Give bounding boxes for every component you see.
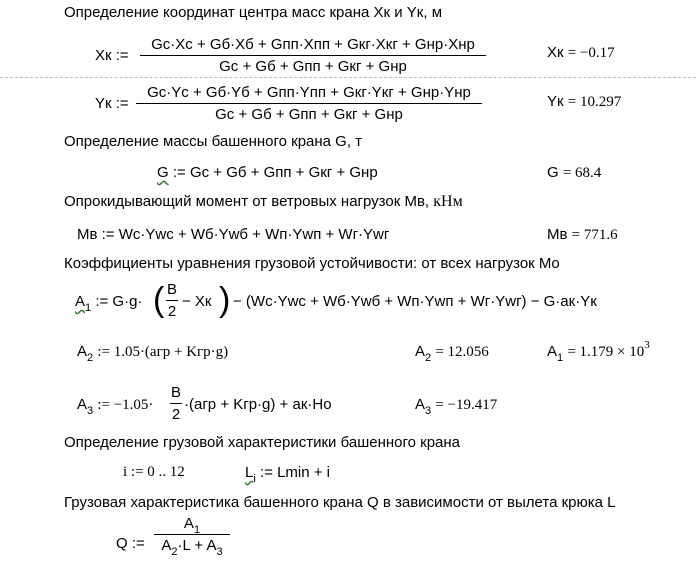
a1-fraction-num: B	[166, 281, 177, 298]
heading-centre-of-mass: Определение координат центра масс крана Xк и Yк, м	[64, 4, 443, 21]
a1-result-exp: 3	[644, 339, 650, 351]
a1-lhs-sub: 1	[85, 302, 92, 314]
xk-result-label: Xк	[547, 44, 564, 61]
a1-fraction-den: 2	[167, 303, 177, 320]
g-result-label: G	[547, 164, 559, 181]
g-lhs: G	[157, 164, 169, 181]
g-assign: :=	[172, 164, 186, 181]
a3-result-value: = −19.417	[435, 397, 498, 413]
a3-result-sub: 3	[425, 405, 432, 417]
a3-lhs	[77, 396, 154, 417]
a2-rhs: := 1.05·(aгр + Kгр·g)	[97, 344, 229, 360]
q-den-b-sub: 3	[216, 546, 223, 558]
a2-result-sub: 2	[425, 352, 432, 364]
a3-lhs-sub: 3	[87, 405, 94, 417]
mv-formula	[77, 226, 389, 243]
heading-overturning-moment	[64, 193, 463, 211]
q-den-mid: ·L + A	[177, 537, 217, 554]
i-range-definition: i := 0 .. 12	[123, 464, 185, 480]
a1-result	[547, 339, 650, 364]
a2-formula	[77, 343, 229, 364]
heading-overturning-moment-unit: кНм	[433, 193, 463, 210]
xk-lhs: Xк :=	[95, 47, 129, 64]
a2-lhs-base: A	[77, 343, 88, 360]
page-break-line	[0, 77, 696, 78]
a1-lhs-base: A	[75, 293, 86, 310]
a3-tail: ·(aгр + Kгр·g) + aк·Ho	[184, 396, 332, 413]
xk-fraction	[140, 36, 486, 75]
heading-load-curve: Грузовая характеристика башенного крана Q в зависимости от вылета крюка L	[64, 494, 616, 511]
heading-stability-coefficients: Коэффициенты уравнения грузовой устойчивости: от всех нагрузок Mo	[64, 255, 560, 272]
mv-lhs: Mв :=	[77, 226, 115, 243]
a2-result-value: = 12.056	[435, 344, 489, 360]
heading-overturning-moment-text: Опрокидывающий момент от ветровых нагрузок Mв,	[64, 193, 430, 210]
a3-pre: := −1.05·	[97, 397, 154, 413]
a1-tail: − (Wc·Ywc + Wб·Ywб + Wп·Ywп + Wг·Ywг) − G·aк·Yк	[233, 293, 597, 310]
a2-result-base: A	[415, 343, 426, 360]
a3-fraction-num: B	[170, 384, 181, 401]
a3-result-base: A	[415, 396, 426, 413]
q-fraction	[154, 515, 230, 558]
l-lhs-sub: i	[253, 473, 256, 485]
yk-fraction	[136, 84, 482, 123]
xk-denominator: Gc + Gб + Gпп + Gкг + Gнр	[219, 58, 407, 75]
yk-result-label: Yк	[547, 93, 564, 110]
a3-fraction-den: 2	[171, 406, 181, 423]
l-lhs-base: L	[245, 464, 254, 481]
yk-denominator: Gc + Gб + Gпп + Gкг + Gнр	[215, 106, 403, 123]
heading-load-characteristic: Определение грузовой характеристики башенного крана	[64, 434, 461, 451]
g-result-value: = 68.4	[562, 165, 602, 181]
a1-lhs	[75, 293, 143, 314]
yk-numerator: Gc·Yc + Gб·Yб + Gпп·Yпп + Gкг·Yкг + Gнр·Yнр	[147, 84, 471, 101]
a2-result	[415, 343, 489, 364]
a3-result	[415, 396, 498, 417]
a1-pre: G·g·	[112, 293, 143, 310]
a3-fraction	[170, 384, 182, 423]
q-den-a: A	[161, 537, 172, 554]
yk-result-value: = 10.297	[567, 94, 622, 110]
a1-close-paren: )	[219, 281, 231, 319]
q-lhs: Q :=	[116, 535, 145, 552]
mv-result-value: = 771.6	[571, 227, 618, 243]
yk-result	[547, 93, 621, 111]
yk-lhs: Yк :=	[95, 95, 129, 112]
xk-result-value: = −0.17	[567, 45, 615, 61]
a1-fraction	[166, 281, 178, 320]
a3-lhs-base: A	[77, 396, 88, 413]
q-den-a-sub: 2	[171, 546, 178, 558]
g-rhs: Gc + Gб + Gпп + Gкг + Gнр	[189, 164, 378, 181]
mv-rhs: Wc·Ywc + Wб·Ywб + Wп·Ywп + Wг·Ywг	[118, 226, 390, 243]
a1-result-base: A	[547, 343, 558, 360]
a2-lhs-sub: 2	[87, 352, 94, 364]
g-result	[547, 164, 601, 182]
mv-result-label: Mв	[547, 226, 568, 243]
xk-numerator: Gc·Xc + Gб·Xб + Gпп·Xпп + Gкг·Xкг + Gнр·Xнр	[151, 36, 475, 53]
g-formula	[157, 164, 378, 181]
xk-result	[547, 44, 615, 62]
a1-result-value: = 1.179 × 10	[567, 344, 645, 360]
l-definition	[245, 464, 331, 485]
a1-open-paren: (	[153, 281, 165, 319]
mv-result	[547, 226, 618, 244]
l-rhs: := Lmin + i	[259, 464, 331, 481]
q-num-sub: 1	[193, 524, 201, 536]
a1-assign: :=	[95, 293, 109, 310]
a1-inner-tail: − Xк	[182, 293, 212, 310]
q-denominator	[154, 537, 230, 558]
a1-result-sub: 1	[557, 352, 564, 364]
heading-crane-mass: Определение массы башенного крана G, т	[64, 133, 363, 150]
q-num-base: A	[183, 515, 194, 532]
q-numerator	[154, 515, 230, 536]
